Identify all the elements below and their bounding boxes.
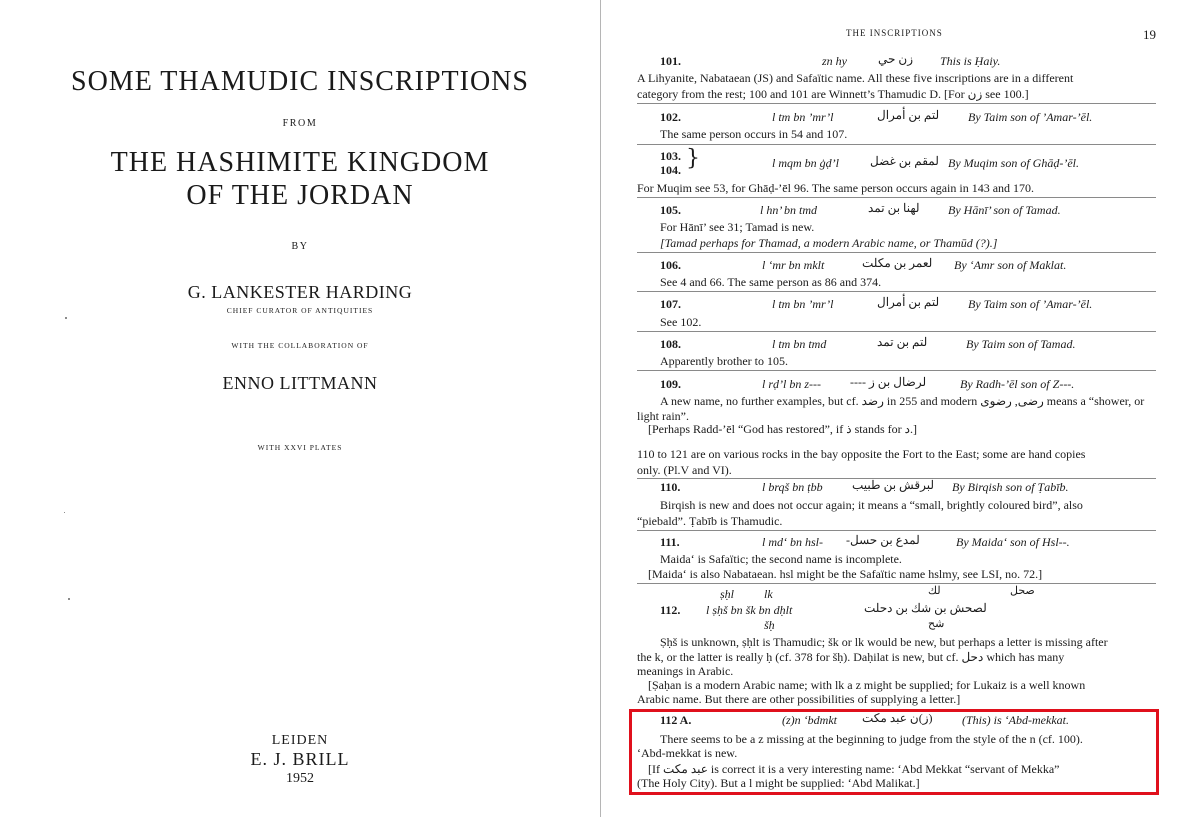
note-line: 110 to 121 are on various rocks in the bay opposite the Fort to the East; some are hand copies <box>637 447 1086 461</box>
note-line: [If عبد مكت is correct it is a very interesting name: ‘Abd Mekkat “servant of Mekka” <box>648 762 1060 776</box>
note-line: For Muqim see 53, for Ghāḍ-’ēl 96. The same person occurs again in 143 and 170. <box>637 181 1035 195</box>
translation: By Muqim son of Ghāḍ-’ēl. <box>948 156 1079 170</box>
translation: By Taim son of ’Amar-’ēl. <box>968 110 1093 124</box>
page-number: 19 <box>1143 27 1156 42</box>
transliteration: l brqš bn ṭbb <box>762 480 823 494</box>
translation: By Taim son of ’Amar-’ēl. <box>968 297 1093 311</box>
publication-year: 1952 <box>286 771 314 786</box>
transliteration: l hn’ bn tmd <box>760 203 817 217</box>
translation: By Maida‘ son of Hsl--. <box>956 535 1070 549</box>
entry-separator <box>637 252 1156 253</box>
paper-speck <box>65 317 67 319</box>
note-line: The same person occurs in 54 and 107. <box>660 127 848 141</box>
note-line: Birqish is new and does not occur again; it means a “small, brightly coloured bird”, also <box>660 498 1083 512</box>
arabic-text: لمدع بن حسل- <box>846 533 920 547</box>
arabic-text: لصحش بن شك بن دحلت <box>864 601 987 615</box>
plates-note: WITH XXVI PLATES <box>257 443 343 452</box>
note-line: category from the rest; 100 and 101 are Winnett’s Thamudic D. [For زن see 100.] <box>637 87 1029 101</box>
note-line: Ṣḥš is unknown, ṣḥlt is Thamudic; šk or lk would be new, but perhaps a letter is missing after <box>660 635 1108 649</box>
arabic-text: لهنا بن تمد <box>868 201 920 215</box>
transliteration: l md‘ bn hsl- <box>762 535 823 549</box>
arabic-text: لتم بن تمد <box>877 335 928 349</box>
entry-separator <box>637 370 1156 371</box>
transliteration: l tm bn tmd <box>772 337 827 351</box>
place-line-2: OF THE JORDAN <box>186 180 414 211</box>
from-label: FROM <box>282 118 318 129</box>
arabic-variant: لك <box>928 585 941 597</box>
paper-speck <box>68 598 70 600</box>
collaborator-name: ENNO LITTMANN <box>222 373 378 393</box>
note-line: the k, or the latter is really ḥ (cf. 378 for šḥ). Daḥilat is new, but cf. دحل which has many <box>637 650 1065 664</box>
transliteration: zn hy <box>822 54 847 68</box>
arabic-text: لتم بن أمرال <box>877 295 940 309</box>
entry-number: 109. <box>660 377 681 391</box>
transliteration: l mqm bn ġḍ’l <box>772 156 839 170</box>
note-line: light rain”. <box>637 409 689 423</box>
translation: (This) is ‘Abd-mekkat. <box>962 713 1069 727</box>
arabic-text: لرضال بن ز ---- <box>850 375 927 389</box>
entry-number: 112 A. <box>660 713 692 727</box>
entry-separator <box>637 331 1156 332</box>
note-line: only. (Pl.V and VI). <box>637 463 732 477</box>
note-line: [Ṣaḥan is a modern Arabic name; with lk a z might be supplied; for Lukaiz is a well known <box>648 678 1086 692</box>
translation: By Taim son of Tamad. <box>966 337 1076 351</box>
note-line: A Lihyanite, Nabataean (JS) and Safaïtic name. All these five inscriptions are in a different <box>637 71 1074 85</box>
transliteration: (z)n ‘bdmkt <box>782 713 837 727</box>
arabic-text: لعمر بن مكلت <box>862 256 933 270</box>
note-line: “piebald”. Ṭabīb is Thamudic. <box>637 514 783 528</box>
arabic-text: (ز)ن عبد مكت <box>862 711 933 725</box>
entry-number: 111. <box>660 535 680 549</box>
entry-number: 110. <box>660 480 681 494</box>
author-role: CHIEF CURATOR OF ANTIQUITIES <box>226 306 374 315</box>
entry-separator <box>637 103 1156 104</box>
publisher-city: LEIDEN <box>271 733 329 748</box>
transliteration: l tm bn ’mr’l <box>772 110 834 124</box>
variant-reading: ṣḥl <box>720 587 735 601</box>
book-title: SOME THAMUDIC INSCRIPTIONS <box>71 66 529 97</box>
arabic-variant: شح <box>928 618 945 630</box>
note-line: For Hānī’ see 31; Tamad is new. <box>660 220 815 234</box>
paper-speck <box>64 512 65 513</box>
by-label: BY <box>291 241 309 252</box>
collaboration-label: WITH THE COLLABORATION OF <box>231 341 369 350</box>
note-line: See 4 and 66. The same person as 86 and 374. <box>660 275 882 289</box>
variant-reading: šḥ <box>764 618 775 632</box>
entry-separator <box>637 530 1156 531</box>
place-line-1: THE HASHIMITE KINGDOM <box>110 147 490 178</box>
note-line: Maida‘ is Safaïtic; the second name is incomplete. <box>660 552 902 566</box>
entry-number: 104. <box>660 163 681 177</box>
translation: By Birqish son of Ṭabīb. <box>952 480 1069 494</box>
transliteration: l ‘mr bn mklt <box>762 258 825 272</box>
note-line: ‘Abd-mekkat is new. <box>637 746 738 760</box>
note-line: [Maida‘ is also Nabataean. hsl might be the Safaïtic name hslmy, see LSI, no. 72.] <box>648 567 1043 581</box>
arabic-variant: صحل <box>1010 585 1035 597</box>
entry-number: 112. <box>660 603 681 617</box>
publisher-name: E. J. BRILL <box>250 749 350 769</box>
note-line: (The Holy City). But a l might be supplied: ‘Abd Malikat.] <box>637 776 920 790</box>
entry-separator <box>637 291 1156 292</box>
note-line: See 102. <box>660 315 702 329</box>
note-line: [Tamad perhaps for Thamad, a modern Arabic name, or Thamūd (?).] <box>660 236 998 250</box>
note-line: A new name, no further examples, but cf. رضد in 255 and modern رضى, رضوى means a “shower, or <box>660 394 1145 408</box>
translation: By Radh-’ēl son of Z---. <box>960 377 1075 391</box>
variant-reading: lk <box>764 587 773 601</box>
note-line: meanings in Arabic. <box>637 664 734 678</box>
arabic-text: زن حي <box>878 52 914 66</box>
translation: By Hānī’ son of Tamad. <box>948 203 1061 217</box>
transliteration: l tm bn ’mr’l <box>772 297 834 311</box>
entry-number: 105. <box>660 203 681 217</box>
note-line: Apparently brother to 105. <box>660 354 788 368</box>
arabic-text: لمقم بن غضل <box>870 154 939 168</box>
note-line: There seems to be a z missing at the beginning to judge from the style of the n (cf. 100). <box>660 732 1083 746</box>
transliteration: l ṣḥš bn šk bn dḥlt <box>706 603 793 617</box>
note-line: Arabic name. But there are other possibilities of supplying a letter.] <box>637 692 961 706</box>
note-line: [Perhaps Radd-’ēl “God has restored”, if ذ stands for د.] <box>648 422 917 436</box>
brace-symbol: } <box>686 146 700 171</box>
entry-number: 103. <box>660 149 681 163</box>
entry-number: 102. <box>660 110 681 124</box>
author-name: G. LANKESTER HARDING <box>187 282 413 302</box>
translation: By ‘Amr son of Maklat. <box>954 258 1067 272</box>
entry-separator <box>637 583 1156 584</box>
entry-number: 107. <box>660 297 681 311</box>
entry-number: 106. <box>660 258 681 272</box>
transliteration: l rḍ’l bn z--- <box>762 377 821 391</box>
arabic-text: لتم بن أمرال <box>877 108 940 122</box>
entry-number: 101. <box>660 54 681 68</box>
translation: This is Ḥaiy. <box>940 54 1001 68</box>
arabic-text: لبرقش بن طبيب <box>852 478 934 492</box>
running-head: THE INSCRIPTIONS <box>846 28 943 38</box>
entry-separator <box>637 197 1156 198</box>
entry-separator <box>637 144 1156 145</box>
entry-number: 108. <box>660 337 681 351</box>
